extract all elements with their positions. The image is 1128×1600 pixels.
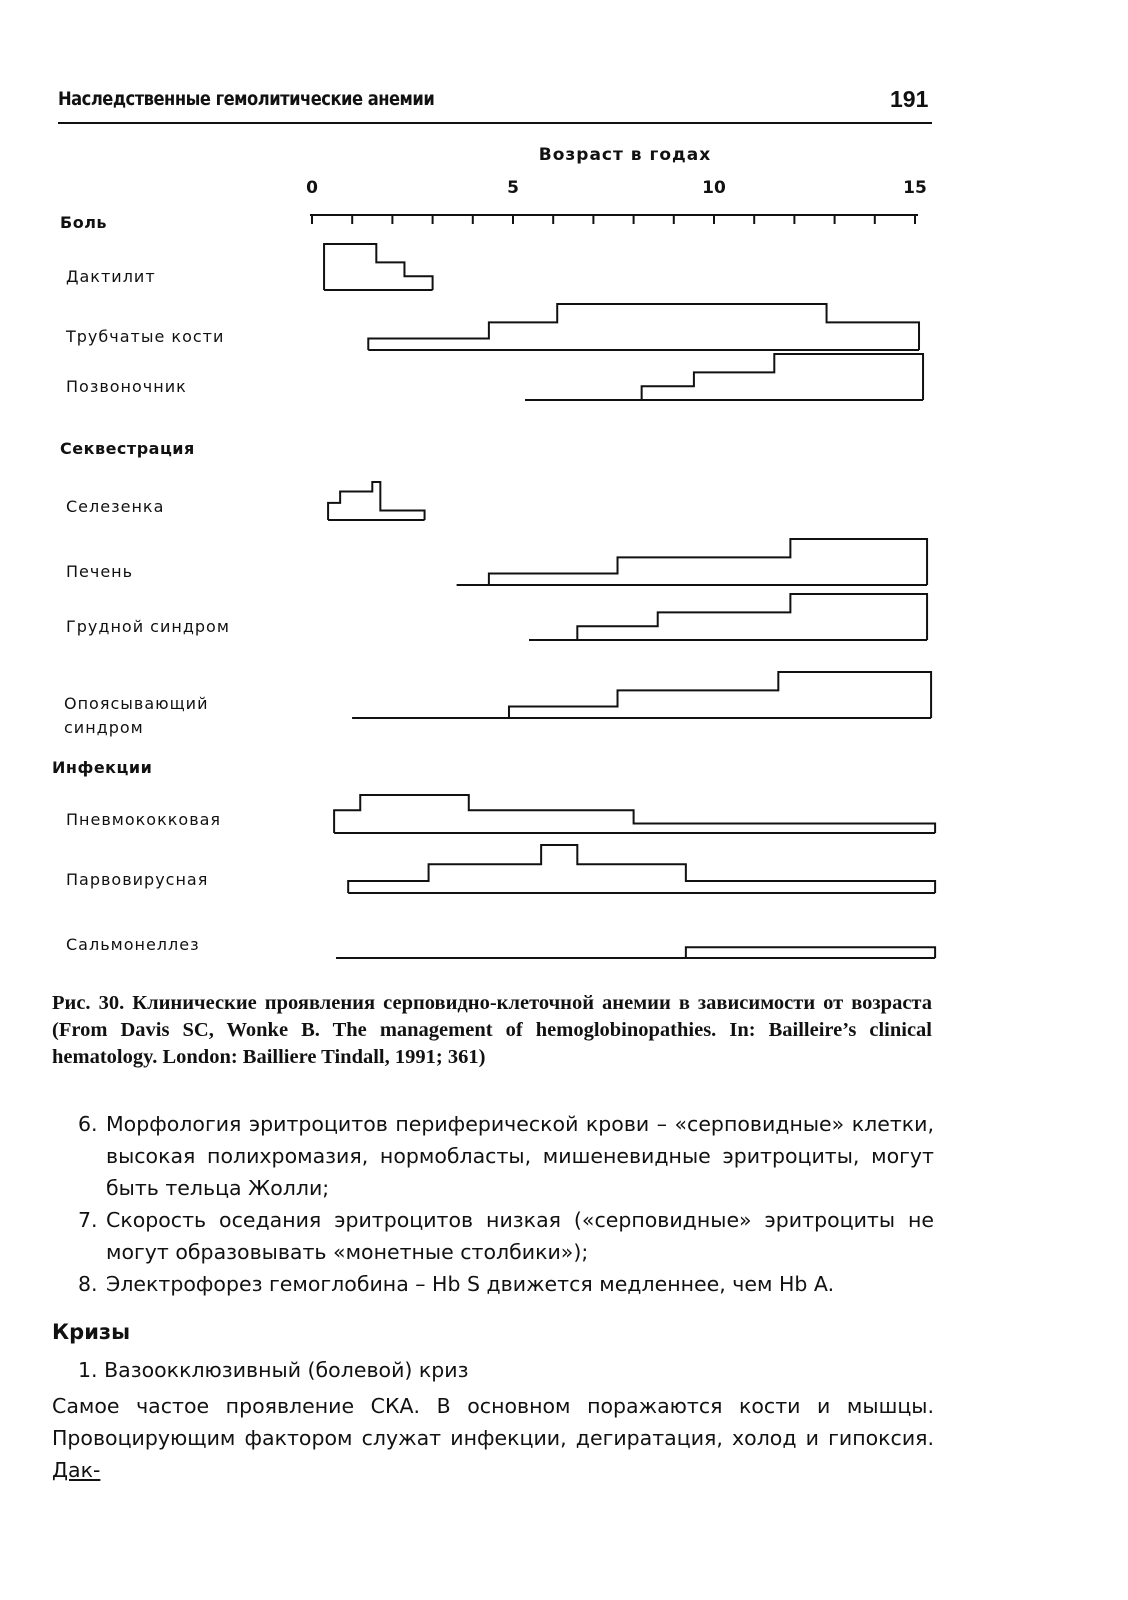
row-label: Грудной синдром xyxy=(66,617,230,636)
age-band xyxy=(336,947,935,958)
axis-title: Возраст в годах xyxy=(538,145,712,165)
findings-list xyxy=(78,1108,934,1300)
list-item xyxy=(78,1108,934,1204)
timeline-row xyxy=(64,672,931,737)
timeline-row xyxy=(66,795,935,833)
group-label: Инфекции xyxy=(52,758,153,777)
row-label: Сальмонеллез xyxy=(66,935,200,954)
group-row xyxy=(60,213,107,232)
figure-caption: Рис. 30. Клинические проявления серповидно-клеточной анемии в зависимости от возраста (From Davis SC, Wonke B. The management of hemoglobinopathies. In: Bailleire’s clinical hematology. London: Bailliere Tindall, 1991; 361) xyxy=(52,992,932,1068)
tick-label: 15 xyxy=(903,178,927,198)
row-label: Позвоночник xyxy=(66,377,187,396)
age-band xyxy=(324,244,433,290)
timeline-row xyxy=(66,354,923,400)
timeline-rows xyxy=(52,213,935,958)
axis-ticks xyxy=(306,178,927,224)
row-label: Селезенка xyxy=(66,497,165,516)
timeline-row xyxy=(66,539,927,585)
page-number: 191 xyxy=(890,86,929,112)
age-band xyxy=(457,539,927,585)
row-label: Дактилит xyxy=(66,267,156,286)
timeline-row xyxy=(66,935,935,958)
crisis-item: 1. Вазоокклюзивный (болевой) криз xyxy=(78,1358,469,1382)
group-label: Боль xyxy=(60,213,108,232)
tick-label: 5 xyxy=(507,178,519,198)
group-row xyxy=(60,439,195,458)
running-title: Наследственные гемолитические анемии xyxy=(58,88,435,110)
list-item-text: Морфология эритроцитов периферической крови – «серповидные» клетки, высокая полихромазия, нормобласты, мишеневидные эритроциты, могут быть тельца Жолли; xyxy=(106,1112,934,1200)
crisis-paragraph xyxy=(52,1390,934,1486)
age-band xyxy=(368,304,919,350)
row-label: синдром xyxy=(64,718,144,737)
row-label: Трубчатые кости xyxy=(66,327,225,346)
row-label: Пневмококковая xyxy=(66,810,222,829)
age-band xyxy=(328,482,424,520)
tick-label: 10 xyxy=(702,178,726,198)
list-item-number: 7. xyxy=(78,1208,98,1232)
list-item-number: 6. xyxy=(78,1112,98,1136)
row-label: Печень xyxy=(66,562,134,581)
age-band xyxy=(525,354,923,400)
crisis-paragraph-tail: Дак- xyxy=(52,1458,101,1482)
section-heading: Кризы xyxy=(52,1320,131,1344)
age-band xyxy=(352,672,931,718)
age-band xyxy=(334,795,935,833)
list-item-number: 8. xyxy=(78,1272,98,1296)
group-label: Секвестрация xyxy=(60,439,195,458)
row-label: Парвовирусная xyxy=(66,870,209,889)
list-item xyxy=(78,1268,934,1300)
timeline-row xyxy=(66,244,433,290)
age-band xyxy=(529,594,927,640)
crisis-paragraph-text: Самое частое проявление СКА. В основном поражаются кости и мышцы. Провоцирующим фактором служат инфекции, дегиратация, холод и гипоксия. xyxy=(52,1394,934,1450)
timeline-row xyxy=(66,845,935,893)
list-item xyxy=(78,1204,934,1268)
age-band xyxy=(348,845,935,893)
timeline-row xyxy=(66,594,927,640)
list-item-text: Электрофорез гемоглобина – Hb S движется медленнее, чем Hb A. xyxy=(106,1272,835,1296)
row-label: Опоясывающий xyxy=(64,694,209,713)
group-row xyxy=(52,758,152,777)
timeline-row xyxy=(66,482,425,520)
timeline-row xyxy=(65,304,919,350)
tick-label: 0 xyxy=(306,178,318,198)
list-item-text: Скорость оседания эритроцитов низкая («серповидные» эритроциты не могут образовывать «монетные столбики»); xyxy=(106,1208,934,1264)
